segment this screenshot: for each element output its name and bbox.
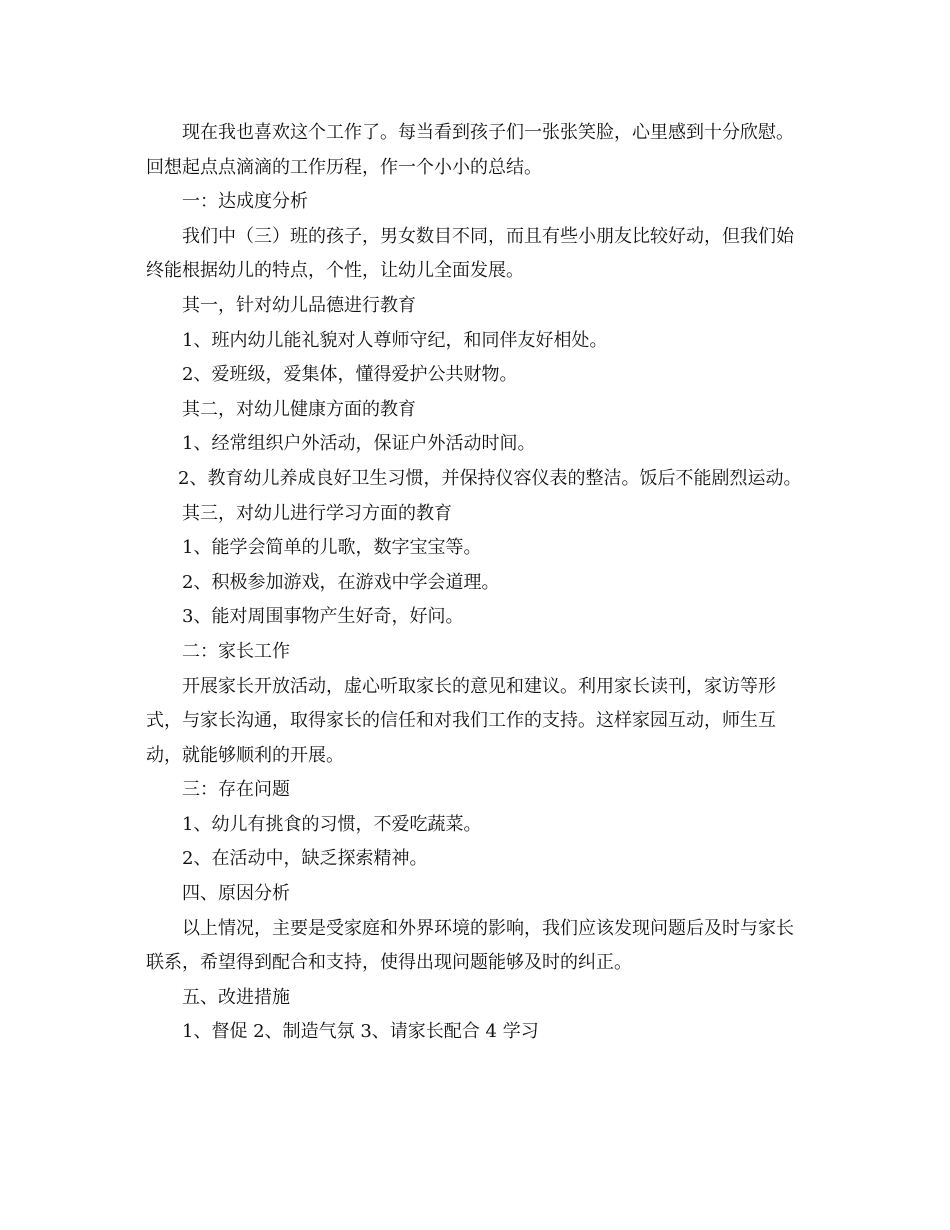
subheading-learning-education: 其三，对幼儿进行学习方面的教育: [182, 502, 452, 524]
heading-achievement-analysis: 一：达成度分析: [182, 191, 308, 213]
list-item: 3、能对周围事物产生好奇，好问。: [182, 606, 464, 628]
document-body: [146, 116, 810, 1050]
heading-improvement-measures: 五、改进措施: [182, 986, 290, 1008]
paragraph-intro: 现在我也喜欢这个工作了。每当看到孩子们一张张笑脸，心里感到十分欣慰。回想起点点滴滴的工作历程，作一个小小的总结。: [146, 122, 794, 178]
list-item: 2、教育幼儿养成良好卫生习惯，并保持仪容仪表的整洁。饭后不能剧烈运动。: [178, 467, 802, 489]
heading-existing-problems: 三：存在问题: [182, 779, 290, 801]
heading-cause-analysis: 四、原因分析: [182, 883, 290, 905]
list-item: 1、能学会简单的儿歌，数字宝宝等。: [182, 537, 482, 559]
list-item: 1、督促 2、制造气氛 3、请家长配合 4 学习: [182, 1021, 539, 1043]
list-item: 1、经常组织户外活动，保证户外活动时间。: [182, 433, 536, 455]
subheading-moral-education: 其一，针对幼儿品德进行教育: [182, 294, 416, 316]
paragraph-class-overview: 我们中（三）班的孩子，男女数目不同，而且有些小朋友比较好动，但我们始终能根据幼儿的特点，个性，让幼儿全面发展。: [146, 225, 794, 282]
list-item: 2、爱班级，爱集体，懂得爱护公共财物。: [182, 364, 518, 386]
heading-parent-work: 二：家长工作: [182, 640, 290, 662]
list-item: 1、幼儿有挑食的习惯，不爱吃蔬菜。: [182, 813, 482, 835]
list-item: 1、班内幼儿能礼貌对人尊师守纪，和同伴友好相处。: [182, 329, 608, 351]
list-item: 2、积极参加游戏，在游戏中学会道理。: [182, 571, 500, 593]
paragraph-parent-work: 开展家长开放活动，虚心听取家长的意见和建议。利用家长读刊，家访等形式，与家长沟通，取得家长的信任和对我们工作的支持。这样家园互动，师生互动，就能够顺利的开展。: [146, 675, 776, 766]
paragraph-cause-analysis: 以上情况，主要是受家庭和外界环境的影响，我们应该发现问题后及时与家长联系，希望得到配合和支持，使得出现问题能够及时的纠正。: [146, 917, 794, 974]
subheading-health-education: 其二，对幼儿健康方面的教育: [182, 398, 416, 420]
list-item: 2、在活动中，缺乏探索精神。: [182, 848, 428, 870]
